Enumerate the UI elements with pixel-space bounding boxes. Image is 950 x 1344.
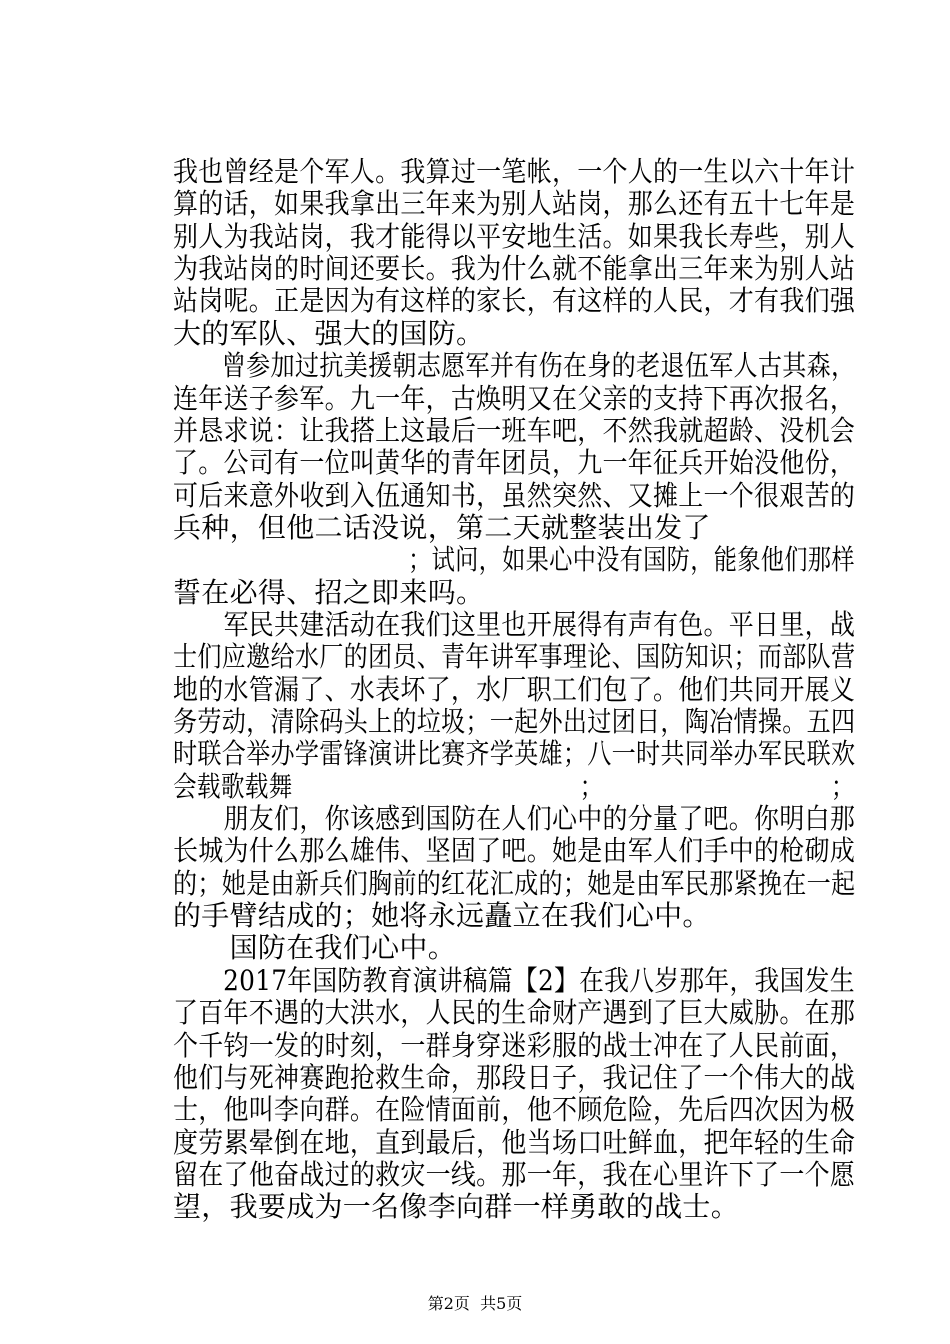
text-line: 为我站岗的时间还要长。我为什么就不能拿出三年来为别人站 [173, 252, 856, 286]
text-line: 并恳求说：让我搭上这最后一班车吧，不然我就超龄、没机会 [173, 413, 856, 447]
text-line: 务劳动，清除码头上的垃圾；一起外出过团日，陶冶情操。五四 [173, 705, 856, 738]
text-line: 个千钧一发的时刻，一群身穿迷彩服的战士冲在了人民前面， [173, 1028, 856, 1062]
text-line: 地的水管漏了、水表坏了，水厂职工们包了。他们共同开展义 [173, 672, 856, 706]
text-line: 站岗呢。正是因为有这样的家长，有这样的人民，才有我们强 [173, 284, 856, 318]
text-line: 可后来意外收到入伍通知书，虽然突然、又摊上一个很艰苦的 [173, 478, 856, 512]
text-line: 兵种，但他二话没说，第二天就整装出发了 [173, 510, 711, 544]
text-line: 了百年不遇的大洪水，人民的生命财产遇到了巨大威胁。在那 [173, 996, 856, 1030]
text-line: 别人为我站岗，我才能得以平安地生活。如果我长寿些，别人 [173, 219, 856, 253]
text-line: 他们与死神赛跑抢救生命，那段日子，我记住了一个伟大的战 [173, 1060, 856, 1094]
text-line: 国防在我们心中。 [173, 931, 457, 965]
text-line: 长城为什么那么雄伟、坚固了吧。她是由军人们手中的枪砌成 [173, 834, 856, 868]
text-line: 连年送子参军。九一年，古焕明又在父亲的支持下再次报名， [173, 381, 856, 415]
text-line: 朋友们，你该感到国防在人们心中的分量了吧。你明白那 [173, 802, 856, 835]
text-line: 曾参加过抗美援朝志愿军并有伤在身的老退伍军人古其森， [173, 349, 856, 383]
text-line: 军民共建活动在我们这里也开展得有声有色。平日里，战 [173, 607, 856, 641]
text-line: 算的话，如果我拿出三年来为别人站岗，那么还有五十七年是 [173, 187, 856, 221]
text-line: 望，我要成为一名像李向群一样勇敢的战士。 [173, 1190, 740, 1224]
text-line: 的；她是由新兵们胸前的红花汇成的；她是由军民那紧挽在一起 [173, 866, 856, 900]
text-line: 士，他叫李向群。在险情面前，他不顾危险，先后四次因为极 [173, 1093, 856, 1127]
text-line: 留在了他奋战过的救灾一线。那一年，我在心里许下了一个愿 [173, 1157, 856, 1191]
text-line: 2017年国防教育演讲稿篇【2】在我八岁那年，我国发生 [173, 963, 855, 997]
text-line: 士们应邀给水厂的团员、青年讲军事理论、国防知识；而部队营 [173, 640, 856, 674]
text-line: 时联合举办学雷锋演讲比赛齐学英雄；八一时共同举办军民联欢 [173, 737, 856, 771]
text-line: 誓在必得、招之即来吗。 [173, 575, 485, 609]
text-line: 我也曾经是个军人。我算过一笔帐，一个人的一生以六十年计 [173, 155, 856, 188]
text-line: ；试问，如果心中没有国防，能象他们那样 [173, 543, 855, 577]
text-line: 了。公司有一位叫黄华的青年团员，九一年征兵开始没他份， [173, 446, 856, 480]
text-line: 会载歌载舞 ； ； [173, 769, 855, 803]
text-line: 度劳累晕倒在地，直到最后，他当场口吐鲜血，把年轻的生命 [173, 1125, 856, 1159]
text-line: 的手臂结成的；她将永远矗立在我们心中。 [173, 899, 711, 933]
text-line: 大的军队、强大的国防。 [173, 316, 485, 350]
page-footer: 第2页 共5页 [427, 1294, 523, 1313]
